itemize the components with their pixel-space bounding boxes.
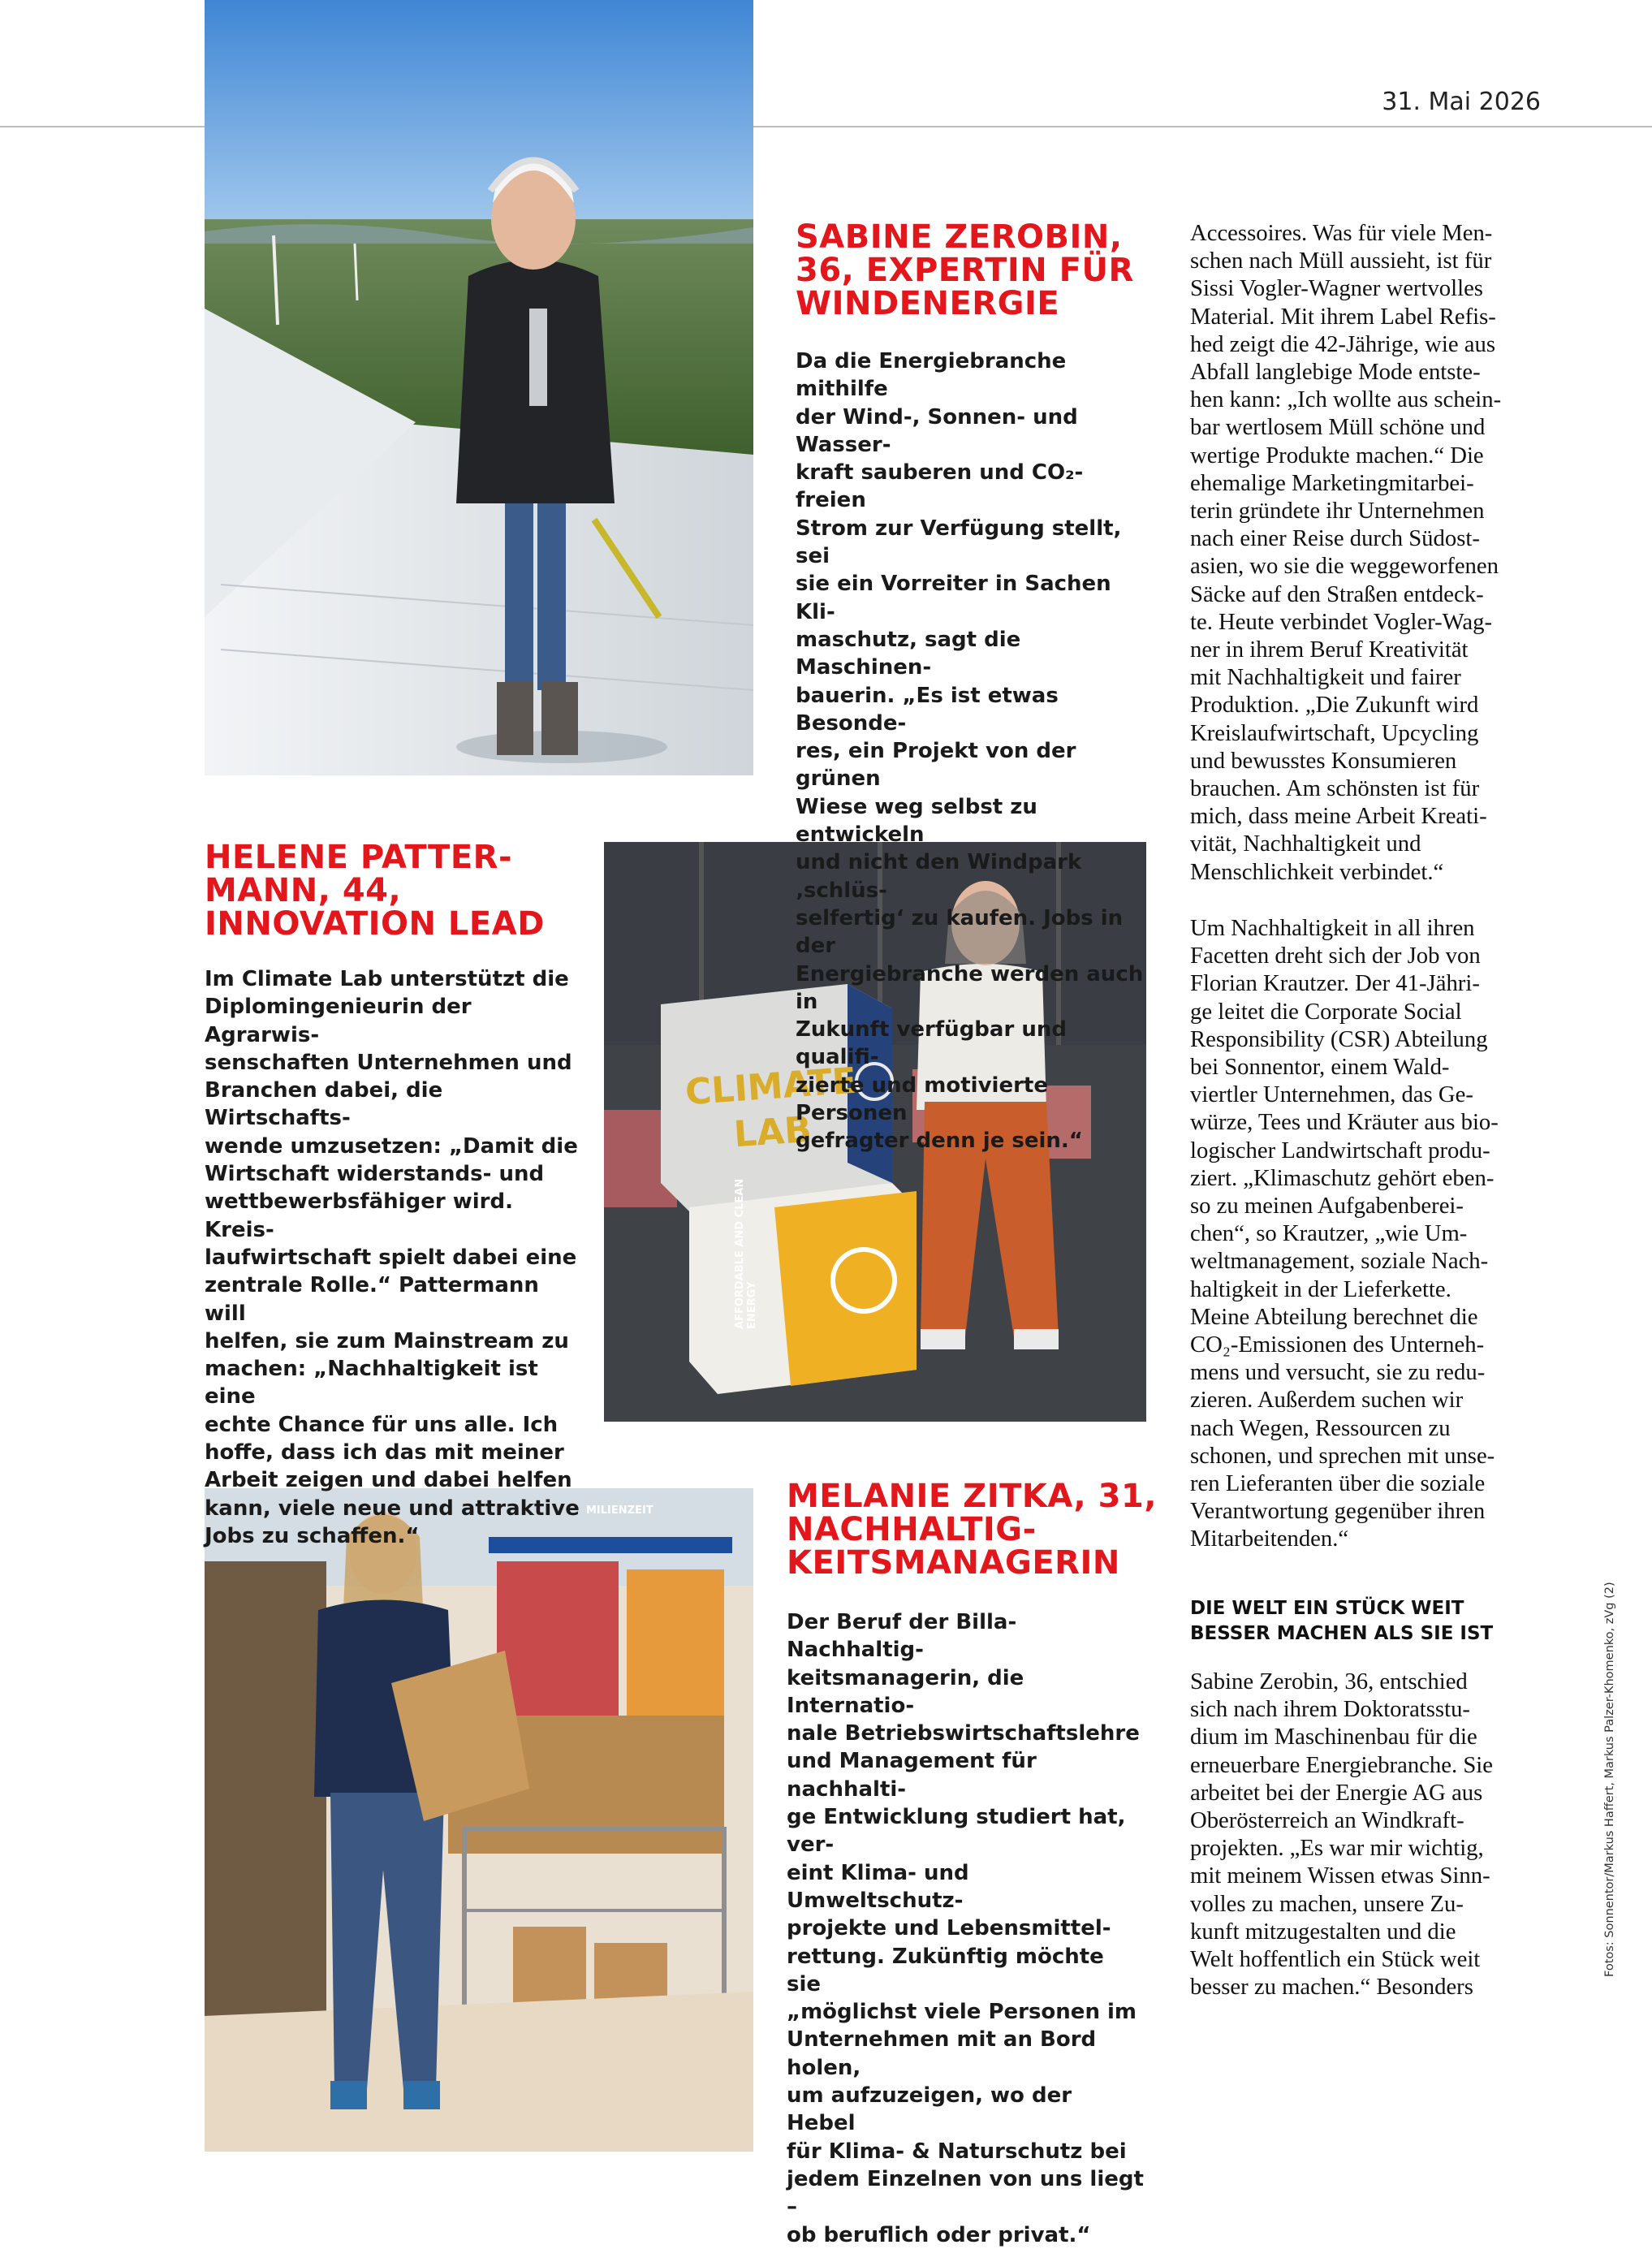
body-zerobin: Da die Energiebranche mithilfe der Wind-, Sonnen- und Wasser- kraft sauberen und CO₂-freien Strom zur Verfügung stellt, sei sie ein Vorreiter in Sachen Kli- maschutz, sagt die Maschinen- bauerin. „Es ist etwas Besonde- res, ein Projekt von der grünen Wiese weg selbst zu entwickeln und nicht den Windpark ‚schlüs- selfertig‘ zu kaufen. Jobs in der Energiebranche werden auch in Zukunft verfügbar und qualifi- zierte und motivierte Personen gefragter denn je sein.“ <box>796 349 1144 1154</box>
photo-wind-turbine <box>205 0 753 775</box>
issue-date: 31. Mai 2026 <box>1382 88 1541 116</box>
shop-sign-text: MILIENZEIT <box>586 1504 653 1517</box>
climate-lab-logo-text-2: LAB <box>732 1108 813 1156</box>
clean-energy-label: AFFORDABLE AND CLEAN ENERGY <box>734 1178 758 1329</box>
headline-zitka: MELANIE ZITKA, 31, NACHHALTIG- KEITSMANAGERIN <box>787 1478 1158 1582</box>
photo-supermarket <box>205 1488 753 2152</box>
body-zitka: Der Beruf der Billa-Nachhaltig- keitsmanagerin, die Internatio- nale Betriebswirtschaftslehre und Management für nachhalti- ge Entwicklung studiert hat, ver- eint Klima- und Umweltschutz- projekte und Lebensmittel- rettung. Zukünftig möchte sie „möglichst viele Personen im Unternehmen mit an Bord holen, um aufzuzeigen, wo der Hebel für Klima- & Naturschutz bei jedem Einzelnen von uns liegt – ob beruflich oder privat.“ <box>787 1610 1144 2247</box>
photo-credit: Fotos: Sonnentor/Markus Haffert, Markus Palzer-Khomenko, zVg (2) <box>1603 1582 1616 1977</box>
column-paragraph-1: Accessoires. Was für viele Men- schen nach Müll aussieht, ist für Sissi Vogler-Wagner wertvolles Material. Mit ihrem Label Refis- hed zeigt die 42-Jährige, wie aus Abfall langlebige Mode entste- hen kann: „Ich wollte aus schein- bar wertlosem Müll schöne und wertige Produkte machen.“ Die ehemalige Marketingmitarbei- terin gründete ihr Unternehmen nach einer Reise durch Südost- asien, wo sie die weggeworfenen Säcke auf den Straßen entdeck- te. Heute verbindet Vogler-Wag- ner in ihrem Beruf Kreativität mit Nachhaltigkeit und fairer Produktion. „Die Zukunft wird Kreislaufwirtschaft, Upcycling und bewusstes Konsumieren brauchen. Am schönsten ist für mich, dass meine Arbeit Kreati- vität, Nachhaltigkeit und Menschlichkeit verbindet.“ <box>1190 220 1502 885</box>
column-subhead: DIE WELT EIN STÜCK WEIT BESSER MACHEN ALS SIE IST <box>1190 1598 1494 1644</box>
climate-lab-logo-text: CLIMATE <box>684 1060 858 1114</box>
headline-zerobin: SABINE ZEROBIN, 36, EXPERTIN FÜR WINDENERGIE <box>796 218 1134 322</box>
column-paragraph-2: Um Nachhaltigkeit in all ihren Facetten dreht sich der Job von Florian Krautzer. Der 41-Jähri- ge leitet die Corporate Social Responsibility (CSR) Abteilung bei Sonnentor, einem Wald- viertler Unternehmen, das Ge- würze, Tees und Kräuter aus bio- logischer Landwirtschaft produ- ziert. „Klimaschutz gehört eben- so zu meinen Aufgabenberei- chen“, so Krautzer, „wie Um- weltmanagement, soziale Nach- haltigkeit in der Lieferkette. Meine Abteilung berechnet die CO₂-Emissionen des Unterneh- mens und versucht, sie zu redu- zieren. Außerdem suchen wir nach Wegen, Ressourcen zu schonen, und sprechen mit unse- ren Lieferanten über die soziale Verantwortung gegenüber ihren Mitarbeitenden.“ <box>1190 915 1499 1552</box>
body-pattermann: Im Climate Lab unterstützt die Diplomingenieurin der Agrarwis- senschaften Unternehmen und Branchen dabei, die Wirtschafts- wende umzusetzen: „Damit die Wirtschaft widerstands- und wettbewerbsfähiger wird. Kreis- laufwirtschaft spielt dabei eine zentrale Rolle.“ Pattermann will helfen, sie zum Mainstream zu machen: „Nachhaltigkeit ist eine echte Chance für uns alle. Ich hoffe, dass ich das mit meiner Arbeit zeigen und dabei helfen kann, viele neue und attraktive Jobs zu schaffen.“ <box>205 967 580 1548</box>
column-paragraph-3: Sabine Zerobin, 36, entschied sich nach ihrem Doktoratsstu- dium im Maschinenbau für die erneuerbare Energiebranche. Sie arbeitet bei der Energie AG aus Oberösterreich an Windkraft- projekten. „Es war mir wichtig, mit meinem Wissen etwas Sinn- volles zu machen, unsere Zu- kunft mitzugestalten und die Welt hoffentlich ein Stück weit besser zu machen.“ Besonders <box>1190 1668 1493 2001</box>
headline-pattermann: HELENE PATTER- MANN, 44, INNOVATION LEAD <box>205 839 545 943</box>
